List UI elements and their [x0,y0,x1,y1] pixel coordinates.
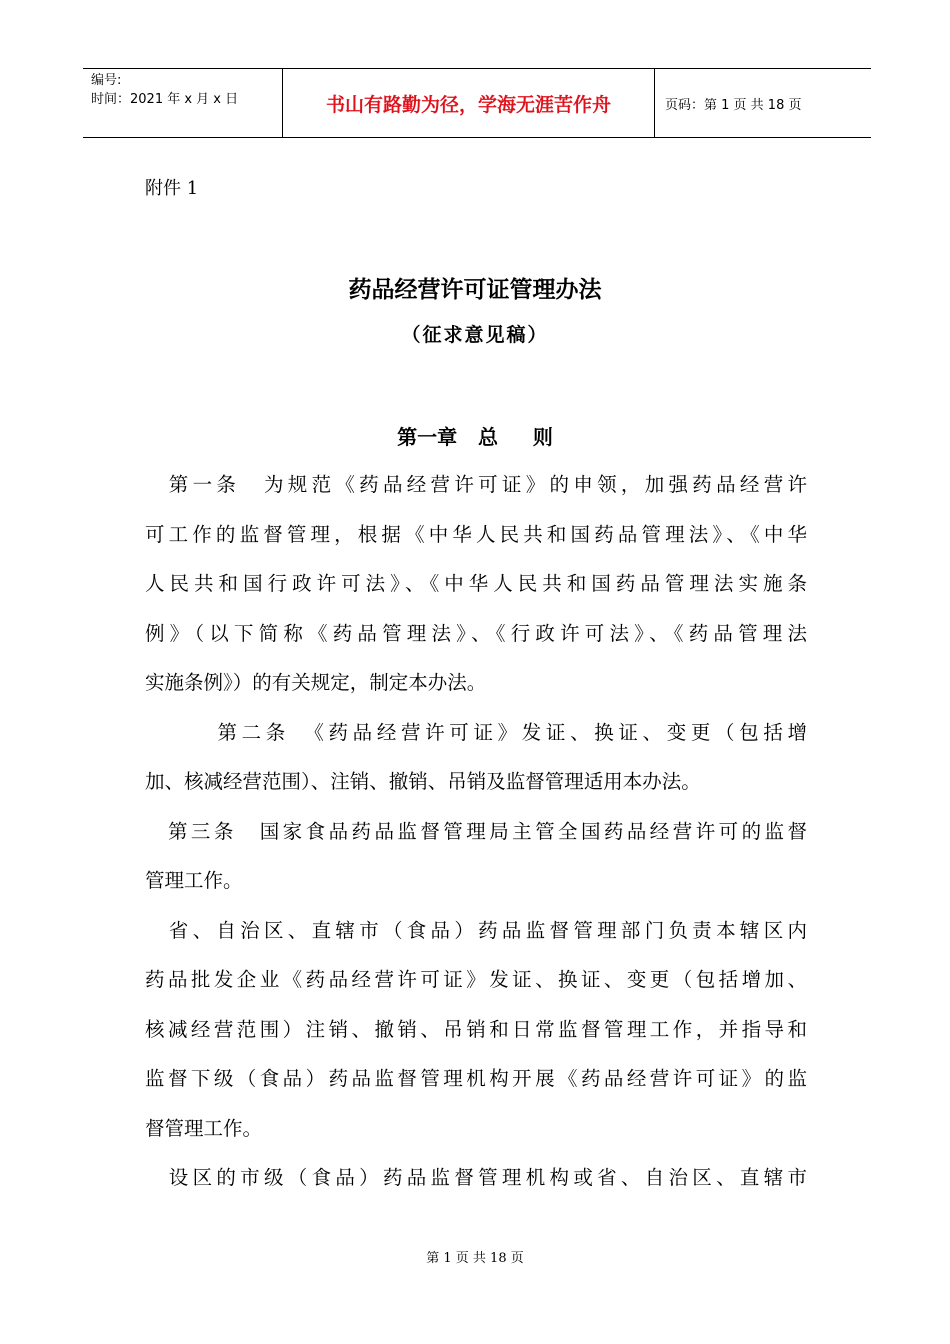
body-line: 药品批发企业《药品经营许可证》发证、换证、变更（包括增加、 [145,968,807,991]
header-table [83,68,871,138]
body-line: 人民共和国行政许可法》、《中华人民共和国药品管理法实施条 [145,572,807,595]
body-line: 省、自治区、直辖市（食品）药品监督管理部门负责本辖区内 [145,918,807,942]
body-line: 设区的市级（食品）药品监督管理机构或省、自治区、直辖市 [145,1166,807,1189]
body-line: 实施条例》）的有关规定，制定本办法。 [145,671,487,694]
body-line: 督管理工作。 [145,1116,263,1140]
body-line: 例》（以下简称《药品管理法》、《行政许可法》、《药品管理法 [145,621,807,645]
document-title: 药品经营许可证管理办法 [348,277,602,303]
page-footer: 第 1 页 共 18 页 [426,1251,524,1266]
body-line: 管理工作。 [145,869,243,892]
header-motto: 书山有路勤为径，学海无涯苦作舟 [283,69,655,137]
document-subtitle: （征求意见稿） [401,324,549,346]
header-page-info: 页码：第 1 页 共 18 页 [665,97,802,113]
number-label: 编号: [91,73,122,88]
body-line: 核减经营范围）注销、撤销、吊销和日常监督管理工作，并指导和 [145,1017,807,1041]
body-line: 第二条 《药品经营许可证》发证、换证、变更（包括增 [145,720,807,744]
body-line: 第三条 国家食品药品监督管理局主管全国药品经营许可的监督 [145,819,807,843]
header-meta [83,69,283,137]
body-line: 加、核减经营范围）、注销、撤销、吊销及监督管理适用本办法。 [145,770,701,793]
body-line: 第一条 为规范《药品经营许可证》的申领，加强药品经营许 [145,473,807,496]
document-body [145,460,807,1203]
body-line: 可工作的监督管理，根据《中华人民共和国药品管理法》、《中华 [145,522,807,546]
time-label: 时间：2021 年 x 月 x 日 [91,92,239,107]
body-line: 监督下级（食品）药品监督管理机构开展《药品经营许可证》的监 [145,1067,807,1090]
attachment-label: 附件 1 [145,178,199,199]
chapter-heading: 第一章 总 则 [397,425,553,449]
